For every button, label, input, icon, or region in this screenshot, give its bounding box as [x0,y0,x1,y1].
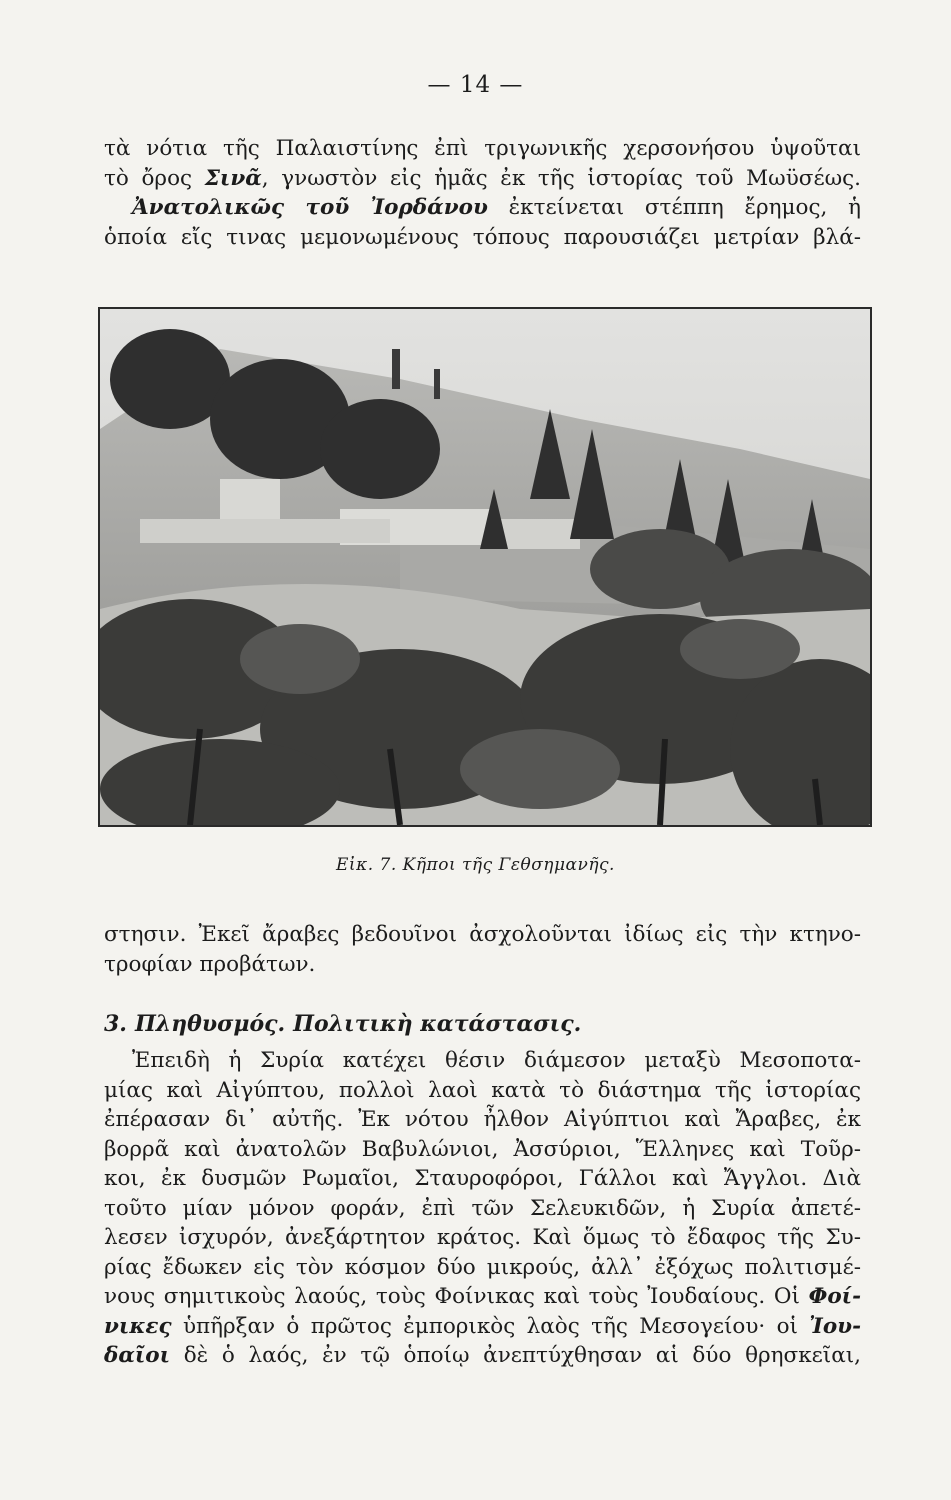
text-line: Ἐπειδὴ ἡ Συρία κατέχει θέσιν διάμεσον μεταξὺ Μεσοποτα- [132,1048,861,1073]
photograph-gethsemane [98,307,872,827]
paragraph-bottom [104,1046,861,1371]
emphasis-east-jordan: Ἀνατολικῶς τοῦ Ἰορδάνου [132,195,488,220]
section-heading [104,1011,589,1037]
text-line: κοι, ἐκ δυσμῶν Ρωμαῖοι, Σταυροφόροι, Γάλλοι καὶ Ἄγγλοι. Διὰ [104,1166,861,1191]
text-line: ὁποία εἴς τινας μεμονωμένους τόπους παρουσιάζει μετρίαν βλά- [104,224,861,250]
emphasis-jews-cont: δαῖοι [104,1343,171,1368]
page-number: — 14 — [427,72,524,98]
text-line: δαῖοι δὲ ὁ λαός, ἐν τῷ ὁποίῳ ἀνεπτύχθησαν αἱ δύο θρησκεῖαι, [104,1343,861,1368]
photo-illustration [100,309,870,825]
text-line: Ἀνατολικῶς τοῦ Ἰορδάνου ἐκτείνεται στέππη ἔρημος, ἡ [132,195,861,220]
text-line: βορρᾶ καὶ ἀνατολῶν Βαβυλώνιοι, Ἀσσύριοι, Ἕλληνες καὶ Τοῦρ- [104,1136,861,1162]
text-line: τοῦτο μίαν μόνον φοράν, ἐπὶ τῶν Σελευκιδῶν, ἡ Συρία ἀπετέ- [104,1195,861,1221]
text-line: νους σημιτικοὺς λαούς, τοὺς Φοίνικας καὶ τοὺς Ἰουδαίους. Οἱ Φοί- [104,1284,861,1309]
text-line: τὰ νότια τῆς Παλαιστίνης ἐπὶ τριγωνικῆς χερσονήσου ὑψοῦται [104,136,861,161]
paragraph-top [104,134,861,252]
text-line: ἐπέρασαν δι᾽ αὐτῆς. Ἐκ νότου ἦλθον Αἰγύπτιοι καὶ Ἄραβες, ἐκ [104,1107,861,1132]
emphasis-phoenicians: Φοί- [808,1284,861,1309]
text-line: λεσεν ἰσχυρόν, ἀνεξάρτητον κράτος. Καὶ ὅμως τὸ ἔδαφος τῆς Συ- [104,1225,861,1250]
text-line: τὸ ὄρος Σινᾶ, γνωστὸν εἰς ἡμᾶς ἐκ τῆς ἱστορίας τοῦ Μωϋσέως. [104,165,862,191]
text-line: τροφίαν προβάτων. [104,951,316,977]
emphasis-phoenicians-cont: νικες [104,1313,172,1339]
section-title-a: Πληθυσμός. [134,1011,286,1037]
text-line: ρίας ἔδωκεν εἰς τὸν κόσμον δύο μικρούς, ἀλλ᾽ ἐξόχως πολιτισμέ- [104,1254,861,1280]
emphasis-jews: Ἰου- [809,1313,861,1339]
emphasis-sina: Σινᾶ [204,165,262,191]
paragraph-middle [104,920,861,979]
figure-caption: Εἰκ. 7. Κῆποι τῆς Γεθσημανῆς. [336,855,615,875]
section-title-b: Πολιτικὴ κατάστασις. [293,1011,582,1037]
text-line: νικες ὑπῆρξαν ὁ πρῶτος ἐμπορικὸς λαὸς τῆς Μεσογείου· οἱ Ἰου- [104,1313,861,1339]
text-line: στησιν. Ἐκεῖ ἄραβες βεδουῖνοι ἀσχολοῦνται ἰδίως εἰς τὴν κτηνο- [104,922,861,947]
text-line: μίας καὶ Αἰγύπτου, πολλοὶ λαοὶ κατὰ τὸ διάστημα τῆς ἱστορίας [104,1077,861,1103]
section-number: 3. [104,1011,127,1037]
